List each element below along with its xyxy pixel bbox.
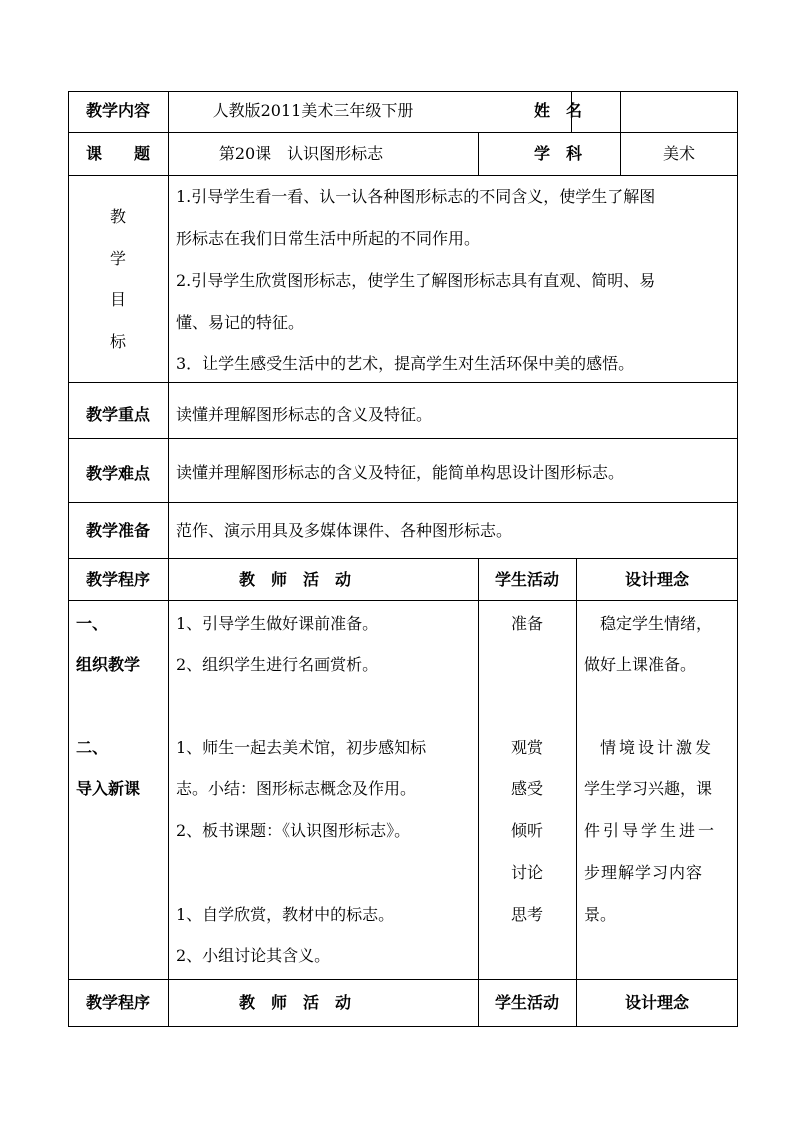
student-line-5: 讨论 [510, 863, 543, 882]
rationale-line-3: 情境设计激发 [600, 738, 715, 757]
proc-step-1-number: 一、 [76, 614, 109, 633]
footer-rationale-header: 设计理念 [624, 993, 689, 1012]
student-line-6: 思考 [510, 905, 543, 924]
key-point-value: 读懂并理解图形标志的含义及特征。 [176, 405, 433, 424]
student-line-3: 感受 [510, 779, 543, 798]
proc-step-2-title: 导入新课 [76, 779, 141, 798]
objective-line-4: 懂、易记的特征。 [176, 313, 305, 332]
content-label: 教学内容 [85, 101, 150, 120]
preparation-value: 范作、演示用具及多媒体课件、各种图形标志。 [176, 521, 513, 540]
teacher-line-4: 志。小结：图形标志概念及作用。 [176, 779, 417, 798]
student-line-4: 倾听 [510, 821, 543, 840]
lesson-label: 课 题 [85, 144, 150, 163]
teacher-line-2: 2、组织学生进行名画赏析。 [176, 655, 379, 674]
footer-step-header: 教学程序 [85, 993, 150, 1012]
teacher-line-6: 1、自学欣赏，教材中的标志。 [176, 905, 395, 924]
lesson-value: 第20课 认识图形标志 [218, 144, 384, 163]
objective-line-5: 3．让学生感受生活中的艺术，提高学生对生活环保中美的感悟。 [176, 354, 635, 373]
rationale-line-2: 做好上课准备。 [584, 655, 697, 674]
proc-step-header: 教学程序 [85, 570, 150, 589]
proc-teacher-header: 教 师 活 动 [238, 570, 351, 589]
objectives-label-char-1: 教 [109, 207, 126, 226]
objectives-label-char-4: 标 [109, 332, 126, 351]
objective-line-3: 2.引导学生欣赏图形标志，使学生了解图形标志具有直观、简明、易 [176, 271, 656, 290]
preparation-label: 教学准备 [85, 521, 150, 540]
proc-step-1-title: 组织教学 [76, 655, 141, 674]
teacher-line-7: 2、小组讨论其含义。 [176, 946, 331, 965]
rationale-line-7: 景。 [584, 905, 617, 924]
difficulty-label: 教学难点 [85, 464, 150, 483]
rationale-line-1: 稳定学生情绪， [600, 614, 713, 633]
subject-label: 学 科 [533, 144, 582, 163]
rationale-line-6: 步理解学习内容 [584, 863, 704, 882]
key-point-label: 教学重点 [85, 405, 150, 424]
lesson-plan-table [68, 91, 738, 1027]
objectives-label-char-2: 学 [109, 249, 126, 268]
teacher-line-5: 2、板书课题：《认识图形标志》。 [176, 821, 411, 840]
teacher-line-3: 1、师生一起去美术馆，初步感知标 [176, 738, 427, 757]
teacher-line-1: 1、引导学生做好课前准备。 [176, 614, 379, 633]
objectives-label-char-3: 目 [109, 290, 126, 309]
proc-student-header: 学生活动 [494, 570, 559, 589]
name-label: 姓 名 [533, 101, 582, 120]
student-line-2: 观赏 [510, 738, 543, 757]
subject-value: 美术 [662, 144, 695, 163]
objective-line-1: 1.引导学生看一看、认一认各种图形标志的不同含义，使学生了解图 [176, 187, 656, 206]
content-value: 人教版2011美术三年级下册 [212, 101, 414, 120]
name-value-cell [620, 91, 738, 133]
difficulty-value: 读懂并理解图形标志的含义及特征，能简单构思设计图形标志。 [176, 463, 625, 482]
objective-line-2: 形标志在我们日常生活中所起的不同作用。 [176, 229, 481, 248]
footer-teacher-header: 教 师 活 动 [238, 993, 351, 1012]
rationale-line-4: 学生学习兴趣，课 [584, 779, 713, 798]
proc-step-2-number: 二、 [76, 738, 109, 757]
proc-rationale-header: 设计理念 [624, 570, 689, 589]
rationale-line-5: 件引导学生进一 [584, 821, 718, 840]
footer-student-header: 学生活动 [494, 993, 559, 1012]
student-line-1: 准备 [510, 614, 543, 633]
